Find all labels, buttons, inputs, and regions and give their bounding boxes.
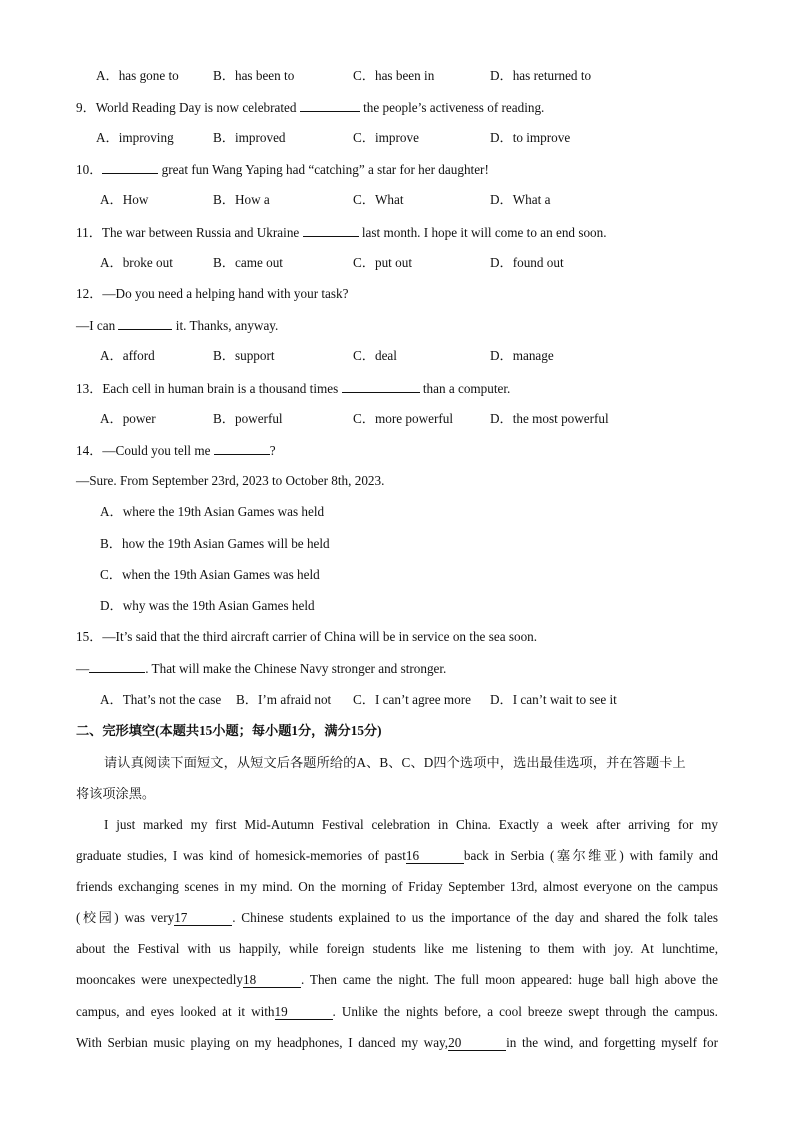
- q14-option-c: C．when the 19th Asian Games was held: [100, 567, 320, 582]
- q14-blank: [214, 442, 270, 455]
- q10-text-pre: 10．: [76, 162, 103, 177]
- q8-option-d: D．has returned to: [490, 68, 592, 83]
- passage-line-8-pre: With Serbian music playing on my headphones, I danced my way,: [76, 1035, 449, 1050]
- passage-line-7-pre: campus, and eyes looked at it with: [76, 1004, 275, 1019]
- q10-blank: [102, 161, 158, 174]
- passage-line-5: about the Festival with us happily, while foreign students like me listening to them with joy. At lunchtime,: [76, 941, 718, 956]
- passage-line-2: [76, 848, 718, 864]
- q12-option-d: D．manage: [490, 348, 554, 363]
- q15-option-b: B．I’m afraid not: [236, 692, 332, 707]
- blank-18: 18: [243, 973, 301, 988]
- q12-stem: [76, 317, 734, 334]
- q10-option-d: D．What a: [490, 192, 551, 207]
- blank-16: 16: [406, 849, 464, 864]
- q9-option-a: A．improving: [96, 130, 174, 145]
- q15-option-a: A．That’s not the case: [100, 692, 222, 707]
- q14-text-pre: 14．—Could you tell me: [76, 443, 214, 458]
- section-2-heading: 二、完形填空(本题共15小题；每小题1分，满分15分): [76, 723, 382, 738]
- q9-blank: [300, 99, 360, 112]
- q15-text-post: . That will make the Chinese Navy stronger and stronger.: [145, 661, 447, 676]
- q14-option-b: B．how the 19th Asian Games will be held: [100, 536, 330, 551]
- q9-option-c: C．improve: [353, 130, 419, 145]
- q13-option-d: D．the most powerful: [490, 411, 609, 426]
- passage-line-4-post: . Chinese students explained to us the importance of the day and shared the folk tales: [232, 910, 718, 925]
- q13-option-a: A．power: [100, 411, 156, 426]
- q11-text-post: last month. I hope it will come to an end soon.: [358, 225, 607, 240]
- q13-option-c: C．more powerful: [353, 411, 453, 426]
- passage-line-7-post: . Unlike the nights before, a cool breeze swept through the campus.: [332, 1004, 718, 1019]
- q11-stem: [76, 224, 734, 241]
- passage-line-8: [76, 1035, 718, 1051]
- q13-option-b: B．powerful: [213, 411, 283, 426]
- passage-line-6-pre: mooncakes were unexpectedly: [76, 972, 243, 987]
- passage-line-2-post: back in Serbia (塞尔维亚) with family and: [463, 848, 718, 863]
- q14-option-a: A．where the 19th Asian Games was held: [100, 504, 325, 519]
- q14-option-d: D．why was the 19th Asian Games held: [100, 598, 315, 613]
- blank-20: 20: [448, 1036, 506, 1051]
- passage-line-1: I just marked my first Mid-Autumn Festival celebration in China. Exactly a week after arriving for my: [104, 817, 718, 832]
- section-2-instruction-line-1: 请认真阅读下面短文，从短文后各题所给的A、B、C、D四个选项中，选出最佳选项，并在答题卡上: [104, 755, 686, 770]
- q10-text-post: great fun Wang Yaping had “catching” a star for her daughter!: [158, 162, 489, 177]
- q9-stem: [76, 99, 734, 116]
- q9-option-b: B．improved: [213, 130, 286, 145]
- q15-blank: [89, 660, 145, 673]
- q8-option-b: B．has been to: [213, 68, 295, 83]
- q12-text-post: it. Thanks, anyway.: [172, 318, 279, 333]
- q12-blank: [118, 317, 172, 330]
- blank-19: 19: [275, 1005, 333, 1020]
- passage-line-2-pre: graduate studies, I was kind of homesick-memories of past: [76, 848, 406, 863]
- q10-option-c: C．What: [353, 192, 404, 207]
- q14-stem: [76, 442, 734, 459]
- q15-line-1: 15．—It’s said that the third aircraft carrier of China will be in service on the sea soon.: [76, 629, 538, 644]
- q8-option-c: C．has been in: [353, 68, 435, 83]
- section-2-instruction-line-2: 将该项涂黑。: [76, 786, 156, 801]
- q10-option-b: B．How a: [213, 192, 270, 207]
- q9-text-post: the people’s activeness of reading.: [359, 100, 545, 115]
- q9-option-d: D．to improve: [490, 130, 571, 145]
- q11-option-a: A．broke out: [100, 255, 173, 270]
- q15-text-pre: —: [76, 661, 90, 676]
- passage-line-6: [76, 972, 718, 988]
- q11-option-d: D．found out: [490, 255, 564, 270]
- q12-text-pre: —I can: [76, 318, 119, 333]
- q15-stem: [76, 660, 734, 677]
- q13-text-post: than a computer.: [419, 381, 511, 396]
- q12-option-a: A．afford: [100, 348, 155, 363]
- passage-line-7: [76, 1004, 718, 1020]
- q8-option-a: A．has gone to: [96, 68, 179, 83]
- q12-option-c: C．deal: [353, 348, 397, 363]
- passage-line-8-post: in the wind, and forgetting myself for: [506, 1035, 718, 1050]
- q11-option-c: C．put out: [353, 255, 412, 270]
- passage-line-3: friends exchanging scenes in my mind. On the morning of Friday September 13rd, almost everyone on the campus: [76, 879, 718, 894]
- q12-option-b: B．support: [213, 348, 275, 363]
- q10-option-a: A．How: [100, 192, 149, 207]
- q12-line-1: 12．—Do you need a helping hand with your task?: [76, 286, 349, 301]
- q14-text-post: ?: [269, 443, 276, 458]
- q10-stem: [76, 161, 734, 178]
- q13-stem: [76, 380, 734, 397]
- blank-17: 17: [174, 911, 232, 926]
- q11-option-b: B．came out: [213, 255, 283, 270]
- q15-option-c: C．I can’t agree more: [353, 692, 472, 707]
- q13-text-pre: 13．Each cell in human brain is a thousand times: [76, 381, 342, 396]
- q11-blank: [303, 224, 359, 237]
- passage-line-4: [76, 910, 718, 926]
- passage-line-6-post: . Then came the night. The full moon appeared: huge ball high above the: [300, 972, 719, 987]
- passage-line-4-pre: (校园) was very: [76, 910, 175, 925]
- q14-line-2: —Sure. From September 23rd, 2023 to October 8th, 2023.: [76, 473, 385, 488]
- q15-option-d: D．I can’t wait to see it: [490, 692, 617, 707]
- q13-blank: [342, 380, 420, 393]
- q9-text-pre: 9．World Reading Day is now celebrated: [76, 100, 300, 115]
- q11-text-pre: 11．The war between Russia and Ukraine: [76, 225, 303, 240]
